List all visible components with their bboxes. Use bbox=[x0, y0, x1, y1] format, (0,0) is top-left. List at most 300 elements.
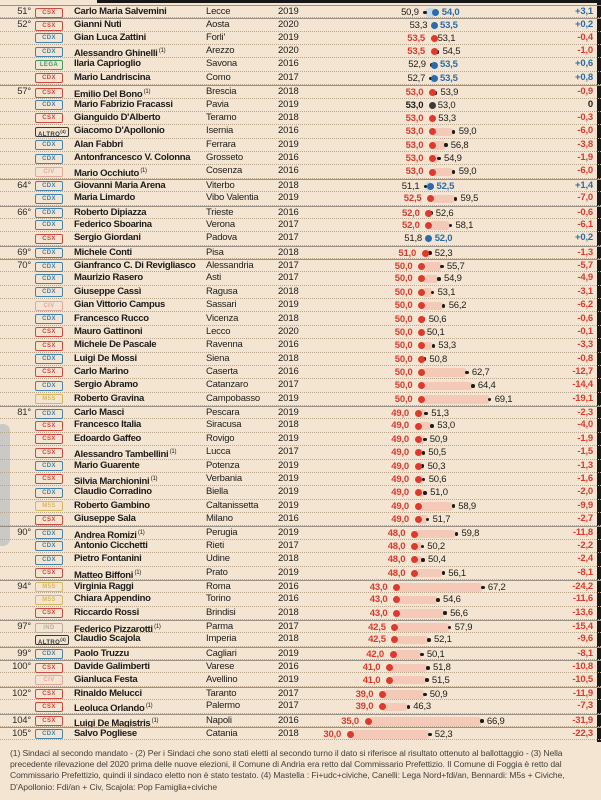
mayor-name-note: (1) bbox=[168, 449, 177, 456]
approval-value: 50,0 bbox=[394, 353, 413, 365]
election-dot bbox=[423, 693, 427, 697]
election-year: 2018 bbox=[278, 246, 299, 258]
city-label: Ferrara bbox=[206, 138, 236, 150]
election-value: 59,0 bbox=[458, 166, 477, 178]
approval-value: 49,0 bbox=[391, 420, 409, 432]
mayor-name: Claudio Corradino bbox=[74, 486, 152, 498]
dot-plot bbox=[300, 500, 540, 513]
party-badge: CSX bbox=[35, 608, 63, 618]
table-row bbox=[0, 419, 601, 432]
approval-dot bbox=[415, 503, 422, 510]
city-label: Sassari bbox=[206, 299, 237, 311]
election-year: 2016 bbox=[278, 593, 299, 605]
change-band bbox=[382, 703, 408, 712]
delta-value: -5,7 bbox=[577, 260, 593, 272]
approval-value: 53,0 bbox=[405, 139, 424, 151]
approval-value: 53,5 bbox=[407, 32, 425, 44]
election-year: 2018 bbox=[278, 553, 299, 565]
delta-value: +0,8 bbox=[575, 71, 593, 83]
delta-value: -0,3 bbox=[577, 111, 593, 123]
approval-value: 49,0 bbox=[391, 460, 409, 472]
table-row bbox=[0, 246, 601, 259]
dot-plot bbox=[300, 207, 540, 220]
city-label: Prato bbox=[206, 566, 228, 578]
change-band bbox=[422, 395, 490, 404]
mayor-name: Claudio Scajola bbox=[74, 633, 141, 645]
election-value: 50,6 bbox=[428, 473, 447, 485]
city-label: Palermo bbox=[206, 700, 240, 712]
election-dot bbox=[471, 384, 475, 388]
election-dot bbox=[465, 371, 469, 375]
city-label: Roma bbox=[206, 580, 231, 592]
city-label: Grosseto bbox=[206, 152, 243, 164]
election-year: 2018 bbox=[278, 633, 299, 645]
election-dot bbox=[440, 265, 444, 269]
table-row bbox=[0, 272, 601, 285]
table-row bbox=[0, 714, 601, 727]
approval-dot bbox=[415, 449, 422, 456]
approval-dot bbox=[415, 463, 422, 470]
mayor-name: Sergio Giordani bbox=[74, 232, 141, 244]
table-row bbox=[0, 500, 601, 513]
election-year: 2019 bbox=[278, 486, 299, 498]
approval-value: 41,0 bbox=[362, 674, 381, 686]
mayor-name: Alessandro Tambellini $^{(1)}$ bbox=[74, 449, 177, 461]
mayor-name: Edoardo Gaffeo bbox=[74, 432, 142, 444]
approval-value: 50,0 bbox=[394, 261, 413, 273]
change-band bbox=[395, 636, 429, 645]
election-year: 2019 bbox=[278, 98, 299, 110]
election-year: 2019 bbox=[278, 6, 299, 17]
election-value: 67,2 bbox=[487, 581, 506, 593]
dot-plot bbox=[300, 326, 540, 339]
delta-value: +0,2 bbox=[575, 232, 593, 244]
delta-value: -10,5 bbox=[572, 673, 593, 685]
election-year: 2019 bbox=[278, 392, 299, 404]
dot-plot bbox=[300, 513, 540, 526]
approval-value: 50,0 bbox=[394, 366, 413, 378]
mayor-name: Mario Guarente bbox=[74, 459, 140, 471]
change-band bbox=[397, 583, 483, 592]
change-band bbox=[389, 664, 428, 673]
approval-dot bbox=[365, 718, 372, 725]
party-badge: M5S bbox=[35, 582, 63, 592]
party-badge: CSX bbox=[35, 702, 63, 712]
party-badge: CDX bbox=[35, 287, 63, 297]
delta-value: -1,9 bbox=[577, 152, 593, 164]
table-row bbox=[0, 313, 601, 326]
election-year: 2018 bbox=[278, 352, 299, 364]
rank-label: 102° bbox=[12, 687, 31, 699]
dot-plot bbox=[300, 247, 540, 260]
election-value: 50,2 bbox=[427, 540, 445, 552]
approval-dot bbox=[379, 691, 386, 698]
approval-value: 49,0 bbox=[391, 514, 409, 526]
rank-label: 94° bbox=[17, 580, 31, 592]
approval-dot bbox=[415, 489, 422, 496]
mayor-name: Rinaldo Melucci bbox=[74, 687, 142, 699]
dot-plot bbox=[300, 286, 540, 299]
election-year: 2016 bbox=[278, 365, 299, 377]
approval-dot bbox=[418, 316, 425, 323]
city-label: Isernia bbox=[206, 125, 234, 137]
delta-value: +0,6 bbox=[575, 58, 593, 70]
city-label: Lecce bbox=[206, 6, 231, 17]
city-label: Viterbo bbox=[206, 179, 235, 191]
mayor-name-note: (1) bbox=[150, 717, 159, 724]
election-value: 50,9 bbox=[429, 433, 448, 445]
delta-value: -2,7 bbox=[577, 513, 593, 525]
city-label: Aosta bbox=[206, 19, 230, 31]
delta-value: -3,8 bbox=[577, 138, 593, 150]
election-dot bbox=[407, 705, 411, 709]
election-year: 2018 bbox=[278, 312, 299, 324]
mayor-name: Roberto Dipiazza bbox=[74, 206, 147, 218]
election-value: 53,9 bbox=[440, 87, 459, 99]
party-badge: CSX bbox=[35, 21, 63, 31]
mayor-name: Michele Conti bbox=[74, 246, 132, 258]
approval-value: 53,0 bbox=[405, 126, 424, 138]
change-band bbox=[422, 368, 467, 377]
mayor-name-note: (1) bbox=[157, 48, 166, 55]
election-dot bbox=[452, 130, 456, 134]
approval-value: 42,5 bbox=[368, 622, 386, 634]
approval-value: 49,0 bbox=[391, 473, 409, 485]
delta-value: -2,4 bbox=[577, 553, 593, 565]
election-dot bbox=[437, 157, 441, 161]
dot-plot bbox=[300, 633, 540, 646]
approval-value: 43,0 bbox=[369, 607, 388, 619]
election-value: 56,8 bbox=[450, 139, 469, 151]
party-badge: CDX bbox=[35, 73, 63, 83]
delta-value: +1,4 bbox=[575, 179, 593, 191]
delta-value: -2,3 bbox=[577, 407, 593, 419]
approval-value: 50,0 bbox=[394, 273, 413, 285]
change-band bbox=[395, 623, 450, 632]
delta-value: -1,9 bbox=[577, 432, 593, 444]
city-label: Pescara bbox=[206, 407, 240, 419]
election-dot bbox=[422, 478, 426, 482]
approval-dot bbox=[411, 570, 418, 577]
election-value: 53,3 bbox=[438, 112, 456, 124]
approval-dot bbox=[431, 35, 438, 42]
election-value: 56,6 bbox=[450, 607, 468, 619]
approval-value: 51,0 bbox=[398, 247, 417, 259]
city-label: Como bbox=[206, 71, 231, 83]
dot-plot bbox=[300, 232, 540, 245]
election-dot bbox=[436, 598, 440, 602]
election-dot bbox=[428, 733, 432, 737]
election-value: 54,9 bbox=[444, 273, 462, 285]
mayor-name: Roberto Gravina bbox=[74, 392, 144, 404]
table-row bbox=[0, 353, 601, 366]
approval-value: 41,0 bbox=[362, 662, 381, 674]
table-row bbox=[0, 446, 601, 459]
election-value: 51,5 bbox=[431, 674, 450, 686]
delta-value: -22,3 bbox=[572, 727, 593, 739]
approval-dot bbox=[418, 396, 425, 403]
mayor-name: Leoluca Orlando $^{(1)}$ bbox=[74, 703, 153, 715]
dot-plot bbox=[300, 688, 540, 701]
approval-value: 49,0 bbox=[391, 447, 409, 459]
mayor-name: Mario Occhiuto $^{(1)}$ bbox=[74, 168, 147, 180]
election-value: 53,1 bbox=[437, 32, 456, 44]
election-dot bbox=[454, 197, 458, 201]
top-crop-bar bbox=[97, 0, 601, 3]
election-value: 51,1 bbox=[401, 180, 420, 192]
city-label: Rieti bbox=[206, 539, 225, 551]
dot-plot bbox=[300, 715, 540, 728]
election-value: 52,3 bbox=[434, 728, 453, 740]
dot-plot bbox=[300, 648, 540, 661]
party-badge: CSX bbox=[35, 474, 63, 484]
dot-plot bbox=[300, 446, 540, 459]
city-label: Imperia bbox=[206, 633, 237, 645]
approval-dot bbox=[429, 102, 436, 109]
city-label: Rovigo bbox=[206, 432, 235, 444]
approval-value: 42,5 bbox=[368, 634, 386, 646]
dot-plot bbox=[300, 192, 540, 205]
mayor-name: Mauro Gattinoni bbox=[74, 325, 143, 337]
table-row bbox=[0, 433, 601, 446]
approval-dot bbox=[432, 9, 439, 16]
election-year: 2018 bbox=[278, 606, 299, 618]
mayor-name: Antonio Cicchetti bbox=[74, 539, 148, 551]
election-dot bbox=[422, 451, 426, 455]
mayor-name: Luigi De Mossi bbox=[74, 352, 137, 364]
election-year: 2019 bbox=[278, 647, 299, 659]
rank-label: 99° bbox=[17, 647, 31, 659]
approval-value: 54,0 bbox=[441, 7, 460, 18]
election-year: 2019 bbox=[278, 459, 299, 471]
election-year: 2019 bbox=[278, 673, 299, 685]
dot-plot bbox=[300, 299, 540, 312]
approval-value: 52,0 bbox=[434, 233, 453, 245]
election-value: 53,3 bbox=[438, 340, 456, 352]
election-value: 59,8 bbox=[461, 528, 480, 540]
city-label: Biella bbox=[206, 486, 229, 498]
delta-value: -8,1 bbox=[577, 647, 593, 659]
party-badge: CDX bbox=[35, 181, 63, 191]
rank-label: 104° bbox=[12, 714, 31, 726]
dot-plot bbox=[300, 661, 540, 674]
mayor-name: Matteo Biffoni $^{(1)}$ bbox=[74, 569, 141, 581]
election-value: 50,4 bbox=[428, 554, 446, 566]
mayor-name: Alessandro Ghinelli $^{(1)}$ bbox=[74, 48, 166, 60]
approval-value: 50,0 bbox=[394, 380, 413, 392]
city-label: Pavia bbox=[206, 98, 229, 110]
party-badge: LEGA bbox=[35, 60, 63, 70]
mayor-name: Gian Luca Zattini bbox=[74, 31, 146, 43]
party-badge: CSX bbox=[35, 234, 63, 244]
election-year: 2016 bbox=[278, 165, 299, 177]
election-value: 52,9 bbox=[408, 59, 426, 71]
election-year: 2018 bbox=[278, 86, 299, 98]
footnotes: (1) Sindaci al secondo mandato - (2) Per i Sindaci che sono stati eletti al secondo turno il dato si riferisce al risultato ottenuto al ballottaggio - (3) Nella precedente rilevazione del 2020 prima delle nuove elezioni, il Comune di Andria era retto dal Commissario Prefettizio. Il Comune di Foggia è retto dal Commissario Prefettizio, quindi il sindaco eletto non è stato testato. (4) Mastella : Fi+udc+civiche, Canelli: Lega Nord+fdi/an, Bennardi: M5s + Civiche, D'Apollonio: Fdi/an + Civ, Scajola: Pop Famiglia+civiche bbox=[10, 748, 565, 792]
mayor-name: Federico Sboarina bbox=[74, 218, 152, 230]
election-value: 53,3 bbox=[409, 20, 428, 32]
dot-plot bbox=[300, 99, 540, 112]
mayor-name: Roberto Gambino bbox=[74, 499, 150, 511]
table-row bbox=[0, 152, 601, 165]
approval-value: 30,0 bbox=[323, 728, 342, 740]
rank-label: 90° bbox=[17, 527, 31, 539]
dot-plot bbox=[300, 180, 540, 193]
election-dot bbox=[426, 518, 430, 522]
approval-dot bbox=[429, 142, 436, 149]
mayor-name: Giuseppe Sala bbox=[74, 513, 136, 525]
election-year: 2016 bbox=[278, 152, 299, 164]
city-label: Catania bbox=[206, 727, 238, 739]
dot-plot bbox=[300, 366, 540, 379]
city-label: Pisa bbox=[206, 246, 224, 258]
change-band bbox=[368, 717, 482, 726]
election-year: 2016 bbox=[278, 513, 299, 525]
dot-plot bbox=[300, 728, 540, 741]
election-year: 2017 bbox=[278, 232, 299, 244]
party-badge: CSX bbox=[35, 88, 63, 98]
delta-value: -1,3 bbox=[577, 459, 593, 471]
party-badge: CSX bbox=[35, 113, 63, 123]
election-value: 54,5 bbox=[442, 46, 461, 58]
table-row bbox=[0, 5, 601, 18]
election-value: 53,0 bbox=[437, 420, 455, 432]
table-row bbox=[0, 192, 601, 205]
city-label: Siena bbox=[206, 352, 230, 364]
election-year: 2017 bbox=[278, 539, 299, 551]
mayor-name: Salvo Pogliese bbox=[74, 727, 137, 739]
approval-value: 53,0 bbox=[405, 112, 424, 124]
approval-value: 43,0 bbox=[369, 581, 388, 593]
approval-value: 53,0 bbox=[405, 153, 424, 165]
city-label: Padova bbox=[206, 232, 238, 244]
party-badge-note: (4) bbox=[60, 128, 66, 134]
rank-label: 69° bbox=[17, 246, 31, 258]
city-label: Savona bbox=[206, 58, 238, 70]
dot-plot bbox=[300, 567, 540, 580]
dot-plot bbox=[300, 407, 540, 420]
party-badge: CDX bbox=[35, 208, 63, 218]
dot-plot bbox=[300, 527, 540, 540]
mayor-name: Gian Vittorio Campus bbox=[74, 299, 165, 311]
table-row bbox=[0, 326, 601, 339]
election-dot bbox=[444, 143, 448, 147]
rank-label: 100° bbox=[12, 661, 31, 673]
dot-plot bbox=[300, 540, 540, 553]
change-band bbox=[382, 690, 425, 699]
approval-value: 53,0 bbox=[405, 87, 424, 99]
mayor-name: Federico Pizzarotti $^{(1)}$ bbox=[74, 624, 161, 636]
change-band bbox=[393, 650, 422, 659]
approval-dot bbox=[418, 329, 425, 336]
party-badge: CDX bbox=[35, 154, 63, 164]
election-value: 52,6 bbox=[435, 207, 454, 219]
city-label: Milano bbox=[206, 513, 233, 525]
rank-label: 51° bbox=[17, 6, 31, 17]
mayor-name: Giacomo D'Apollonio bbox=[74, 125, 165, 137]
election-year: 2016 bbox=[278, 661, 299, 673]
election-year: 2017 bbox=[278, 446, 299, 458]
dot-plot bbox=[300, 219, 540, 232]
election-value: 58,9 bbox=[458, 500, 476, 512]
election-value: 51,8 bbox=[404, 233, 422, 245]
approval-value: 53,5 bbox=[407, 46, 425, 58]
mayor-name: Antonfrancesco V. Colonna bbox=[74, 152, 191, 164]
election-dot bbox=[423, 438, 427, 442]
mayor-name: Gianguido D'Alberto bbox=[74, 111, 161, 123]
city-label: Vibo Valentia bbox=[206, 192, 259, 204]
delta-value: -0,6 bbox=[577, 312, 593, 324]
delta-value: -3,1 bbox=[577, 285, 593, 297]
table-row bbox=[0, 580, 601, 593]
approval-value: 48,0 bbox=[387, 567, 406, 579]
delta-value: -8,1 bbox=[577, 566, 593, 578]
party-badge: CDX bbox=[35, 314, 63, 324]
mayor-name: Luigi De Magistris $^{(1)}$ bbox=[74, 717, 159, 729]
election-value: 52,1 bbox=[434, 634, 452, 646]
city-label: Campobasso bbox=[206, 392, 260, 404]
approval-dot bbox=[422, 250, 429, 257]
table-row bbox=[0, 299, 601, 312]
city-label: Arezzo bbox=[206, 45, 235, 57]
election-value: 58,1 bbox=[455, 219, 474, 231]
table-row bbox=[0, 473, 601, 486]
party-badge: CDX bbox=[35, 100, 63, 110]
approval-value: 43,0 bbox=[369, 594, 388, 606]
table-row bbox=[0, 567, 601, 580]
election-year: 2019 bbox=[278, 138, 299, 150]
election-value: 52,3 bbox=[434, 247, 453, 259]
change-band bbox=[397, 596, 438, 605]
table-row bbox=[0, 219, 601, 232]
table-row bbox=[0, 393, 601, 406]
dot-plot bbox=[300, 379, 540, 392]
change-band bbox=[397, 609, 446, 618]
election-year: 2016 bbox=[278, 580, 299, 592]
rank-label: 70° bbox=[17, 260, 31, 272]
mayor-name: Riccardo Rossi bbox=[74, 606, 139, 618]
mayor-name: Francesco Italia bbox=[74, 419, 142, 431]
election-dot bbox=[442, 571, 446, 575]
mayor-name: Davide Galimberti bbox=[74, 661, 150, 673]
approval-value: 50,0 bbox=[394, 286, 413, 298]
approval-dot bbox=[425, 210, 432, 217]
election-year: 2016 bbox=[278, 339, 299, 351]
party-badge: CSX bbox=[35, 689, 63, 699]
table-row bbox=[0, 620, 601, 636]
election-dot bbox=[420, 653, 424, 657]
approval-dot bbox=[415, 516, 422, 523]
city-label: Forli' bbox=[206, 31, 226, 43]
mayor-name: Gianfranco C. Di Revigliasco bbox=[74, 260, 196, 272]
mayor-name: Chiara Appendino bbox=[74, 593, 151, 605]
table-row bbox=[0, 85, 601, 101]
dot-plot bbox=[300, 72, 540, 85]
election-value: 51,8 bbox=[433, 662, 451, 674]
mayor-name: Gianluca Festa bbox=[74, 673, 138, 685]
table-row bbox=[0, 540, 601, 553]
approval-value: 50,0 bbox=[394, 313, 413, 325]
change-band bbox=[414, 569, 443, 578]
mayor-name: Andrea Romizi $^{(1)}$ bbox=[74, 530, 145, 542]
city-label: Verona bbox=[206, 218, 235, 230]
change-band bbox=[414, 530, 456, 539]
party-badge: CSX bbox=[35, 421, 63, 431]
delta-value: -14,4 bbox=[572, 379, 593, 391]
table-row bbox=[0, 45, 601, 58]
approval-value: 53,5 bbox=[440, 59, 458, 71]
city-label: Vicenza bbox=[206, 312, 239, 324]
